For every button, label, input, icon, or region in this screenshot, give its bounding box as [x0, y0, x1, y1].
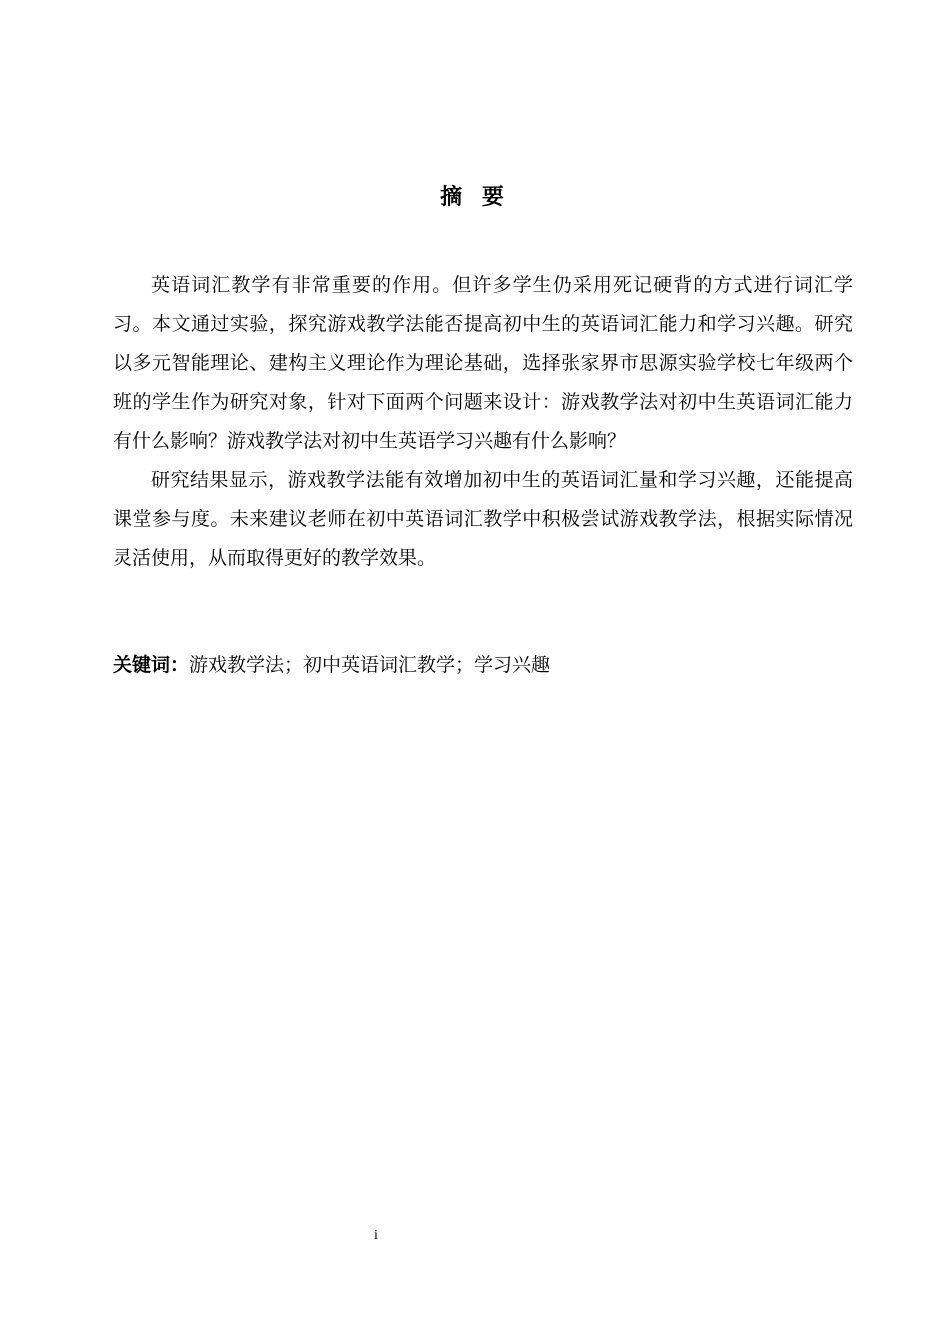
- abstract-body: [113, 266, 853, 578]
- abstract-paragraph-2: 研究结果显示，游戏教学法能有效增加初中生的英语词汇量和学习兴趣，还能提高课堂参与度。未来建议老师在初中英语词汇教学中积极尝试游戏教学法，根据实际情况灵活使用，从而取得更好的教学效果。: [113, 469, 853, 569]
- keywords-label: 关键词：: [113, 654, 190, 676]
- keywords-value: 游戏教学法；初中英语词汇教学；学习兴趣: [189, 654, 551, 676]
- keywords-line: [113, 646, 853, 685]
- abstract-title: 摘 要: [440, 185, 510, 210]
- abstract-paragraph-1: 英语词汇教学有非常重要的作用。但许多学生仍采用死记硬背的方式进行词汇学习。本文通过实验，探究游戏教学法能否提高初中生的英语词汇能力和学习兴趣。研究以多元智能理论、建构主义理论作为理论基础，选择张家界市思源实验学校七年级两个班的学生作为研究对象，针对下面两个问题来设计：游戏教学法对初中生英语词汇能力有什么影响？游戏教学法对初中生英语学习兴趣有什么影响？: [113, 274, 853, 452]
- page-number: i: [374, 1228, 378, 1243]
